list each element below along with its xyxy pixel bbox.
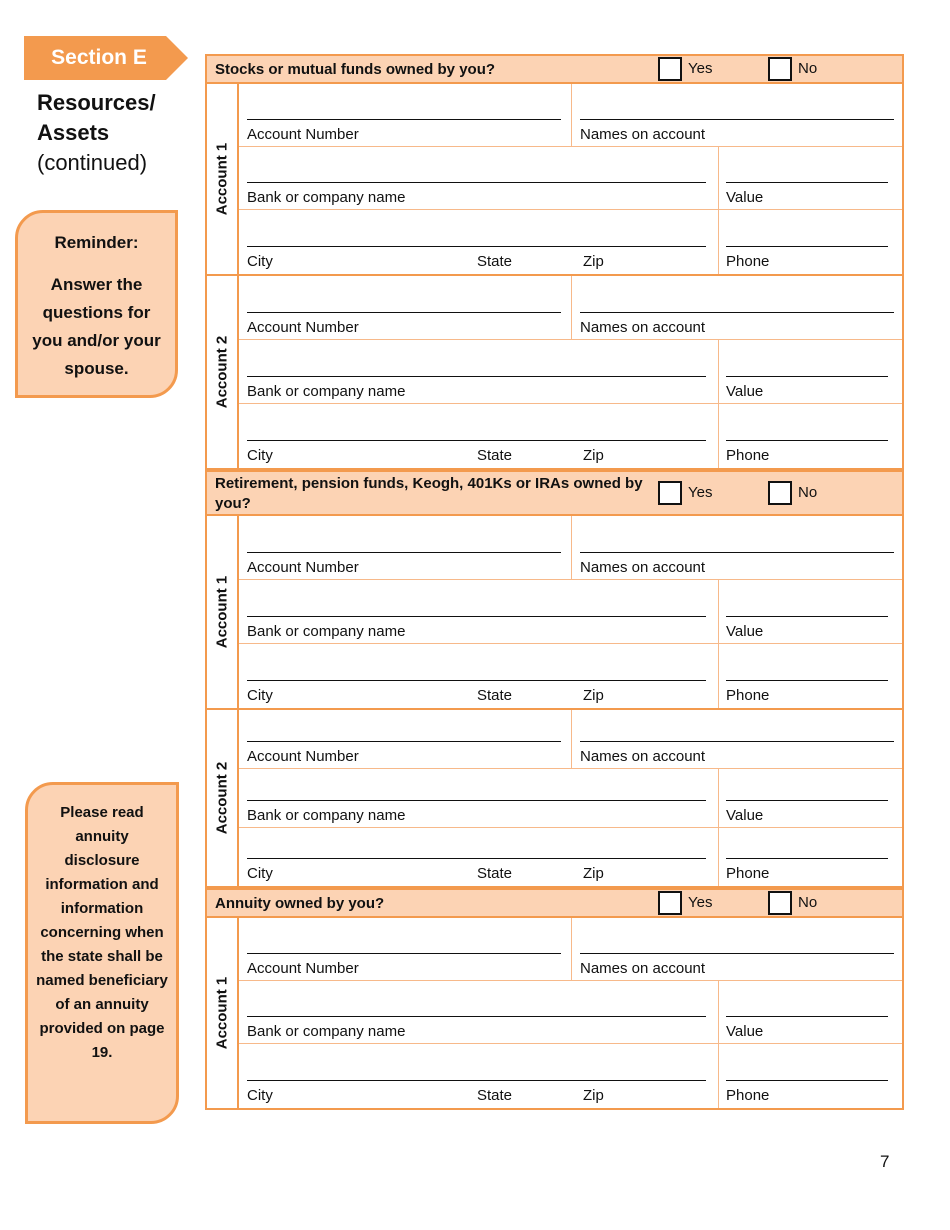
annuity-note-text: Please read annuity disclosure information and information concerning when the state shall be named beneficiary of an annuity provided on page 19.: [36, 804, 168, 1061]
field-divider: [571, 710, 572, 768]
no-checkbox[interactable]: [768, 891, 792, 915]
account-side-label: [207, 276, 239, 468]
question-text: Retirement, pension funds, Keogh, 401Ks or IRAs owned by you?: [215, 475, 643, 512]
yes-label: Yes: [688, 484, 713, 501]
field-row: [239, 84, 902, 147]
account-number-label: Account Number: [247, 126, 359, 143]
no-label: No: [798, 894, 818, 911]
account-block: [205, 918, 904, 1110]
no-checkbox[interactable]: [768, 481, 792, 505]
city-label: City: [247, 447, 273, 464]
field-row: [239, 580, 902, 644]
field-row: [239, 340, 902, 404]
account-block: [205, 516, 904, 710]
field-row: [239, 276, 902, 340]
no-label: No: [798, 484, 818, 501]
zip-label: Zip: [583, 687, 604, 704]
account-number-field[interactable]: [247, 953, 561, 954]
state-label: State: [477, 687, 513, 704]
field-divider: [718, 404, 719, 468]
bank-name-label: Bank or company name: [247, 1023, 406, 1040]
names-on-account-label: Names on account: [580, 559, 706, 576]
account-number-field[interactable]: [247, 552, 561, 553]
account-block: [205, 710, 904, 888]
field-row: [239, 981, 902, 1044]
value-label: Value: [726, 1023, 764, 1040]
bank-name-field[interactable]: [247, 1016, 706, 1017]
yes-checkbox[interactable]: [658, 891, 682, 915]
heading-line-2: Assets: [37, 120, 110, 145]
account-number-field[interactable]: [247, 119, 561, 120]
bank-name-label: Bank or company name: [247, 807, 406, 824]
field-divider: [718, 828, 719, 886]
heading-line-3: (continued): [37, 150, 148, 175]
phone-label: Phone: [726, 1087, 770, 1104]
zip-label: Zip: [583, 865, 604, 882]
phone-field[interactable]: [726, 680, 888, 681]
section-tab: [24, 36, 189, 80]
account-label: Account 1: [213, 575, 231, 649]
city-label: City: [247, 253, 273, 270]
section-tab-label: Section E: [51, 46, 147, 69]
yes-label: Yes: [688, 60, 713, 77]
heading-line-1: Resources/: [37, 90, 156, 115]
names-on-account-field[interactable]: [580, 312, 894, 313]
field-row: [239, 147, 902, 210]
address-field[interactable]: [247, 858, 706, 859]
yes-label: Yes: [688, 894, 713, 911]
state-label: State: [477, 865, 513, 882]
phone-label: Phone: [726, 253, 770, 270]
question-row: [205, 54, 904, 84]
address-field[interactable]: [247, 1080, 706, 1081]
names-on-account-label: Names on account: [580, 960, 706, 977]
phone-label: Phone: [726, 447, 770, 464]
phone-field[interactable]: [726, 440, 888, 441]
phone-field[interactable]: [726, 858, 888, 859]
field-divider: [718, 769, 719, 827]
account-number-label: Account Number: [247, 960, 359, 977]
value-field[interactable]: [726, 800, 888, 801]
value-label: Value: [726, 623, 764, 640]
phone-field[interactable]: [726, 246, 888, 247]
field-divider: [571, 84, 572, 146]
bank-name-field[interactable]: [247, 800, 706, 801]
yes-checkbox[interactable]: [658, 481, 682, 505]
bank-name-field[interactable]: [247, 182, 706, 183]
account-side-label: [207, 710, 239, 886]
account-side-label: [207, 918, 239, 1108]
value-label: Value: [726, 807, 764, 824]
no-label: No: [798, 60, 818, 77]
city-label: City: [247, 865, 273, 882]
address-field[interactable]: [247, 246, 706, 247]
address-field[interactable]: [247, 680, 706, 681]
bank-name-field[interactable]: [247, 616, 706, 617]
account-number-label: Account Number: [247, 319, 359, 336]
field-divider: [718, 340, 719, 403]
names-on-account-field[interactable]: [580, 953, 894, 954]
value-label: Value: [726, 383, 764, 400]
value-field[interactable]: [726, 616, 888, 617]
phone-label: Phone: [726, 687, 770, 704]
field-divider: [718, 580, 719, 643]
field-row: [239, 404, 902, 468]
zip-label: Zip: [583, 253, 604, 270]
names-on-account-label: Names on account: [580, 748, 706, 765]
field-row: [239, 769, 902, 828]
field-row: [239, 516, 902, 580]
bank-name-field[interactable]: [247, 376, 706, 377]
account-number-label: Account Number: [247, 748, 359, 765]
bank-name-label: Bank or company name: [247, 189, 406, 206]
account-label: Account 1: [213, 976, 231, 1050]
bank-name-label: Bank or company name: [247, 623, 406, 640]
assets-form: [205, 54, 904, 1110]
yes-checkbox[interactable]: [658, 57, 682, 81]
names-on-account-field[interactable]: [580, 552, 894, 553]
field-row: [239, 918, 902, 981]
question-text: Stocks or mutual funds owned by you?: [215, 61, 496, 78]
account-side-label: [207, 516, 239, 708]
field-row: [239, 828, 902, 886]
state-label: State: [477, 447, 513, 464]
field-divider: [718, 147, 719, 209]
city-label: City: [247, 1087, 273, 1104]
value-field[interactable]: [726, 1016, 888, 1017]
account-number-label: Account Number: [247, 559, 359, 576]
state-label: State: [477, 253, 513, 270]
field-divider: [571, 918, 572, 980]
value-field[interactable]: [726, 182, 888, 183]
question-text: Annuity owned by you?: [215, 895, 385, 912]
field-divider: [571, 276, 572, 339]
no-checkbox[interactable]: [768, 57, 792, 81]
field-row: [239, 210, 902, 274]
question-row: [205, 470, 904, 516]
phone-field[interactable]: [726, 1080, 888, 1081]
account-label: Account 2: [213, 761, 231, 835]
section-heading: [37, 88, 187, 178]
field-divider: [718, 644, 719, 708]
field-divider: [571, 516, 572, 579]
field-divider: [718, 981, 719, 1043]
account-block: [205, 84, 904, 276]
field-row: [239, 710, 902, 769]
bank-name-label: Bank or company name: [247, 383, 406, 400]
field-row: [239, 644, 902, 708]
address-field[interactable]: [247, 440, 706, 441]
account-label: Account 1: [213, 142, 231, 216]
zip-label: Zip: [583, 447, 604, 464]
account-block: [205, 276, 904, 470]
state-label: State: [477, 1087, 513, 1104]
account-side-label: [207, 84, 239, 274]
zip-label: Zip: [583, 1087, 604, 1104]
account-number-field[interactable]: [247, 741, 561, 742]
annuity-disclosure-note: [25, 782, 179, 1124]
names-on-account-label: Names on account: [580, 126, 706, 143]
account-label: Account 2: [213, 335, 231, 409]
value-label: Value: [726, 189, 764, 206]
field-divider: [718, 210, 719, 274]
reminder-title: Reminder:: [54, 233, 139, 252]
reminder-body: Answer the questions for you and/or your spouse.: [32, 275, 161, 378]
names-on-account-label: Names on account: [580, 319, 706, 336]
value-field[interactable]: [726, 376, 888, 377]
field-divider: [718, 1044, 719, 1108]
account-number-field[interactable]: [247, 312, 561, 313]
names-on-account-field[interactable]: [580, 119, 894, 120]
phone-label: Phone: [726, 865, 770, 882]
page-number: 7: [880, 1152, 890, 1171]
names-on-account-field[interactable]: [580, 741, 894, 742]
field-row: [239, 1044, 902, 1108]
city-label: City: [247, 687, 273, 704]
question-row: [205, 888, 904, 918]
reminder-box: [15, 210, 178, 398]
